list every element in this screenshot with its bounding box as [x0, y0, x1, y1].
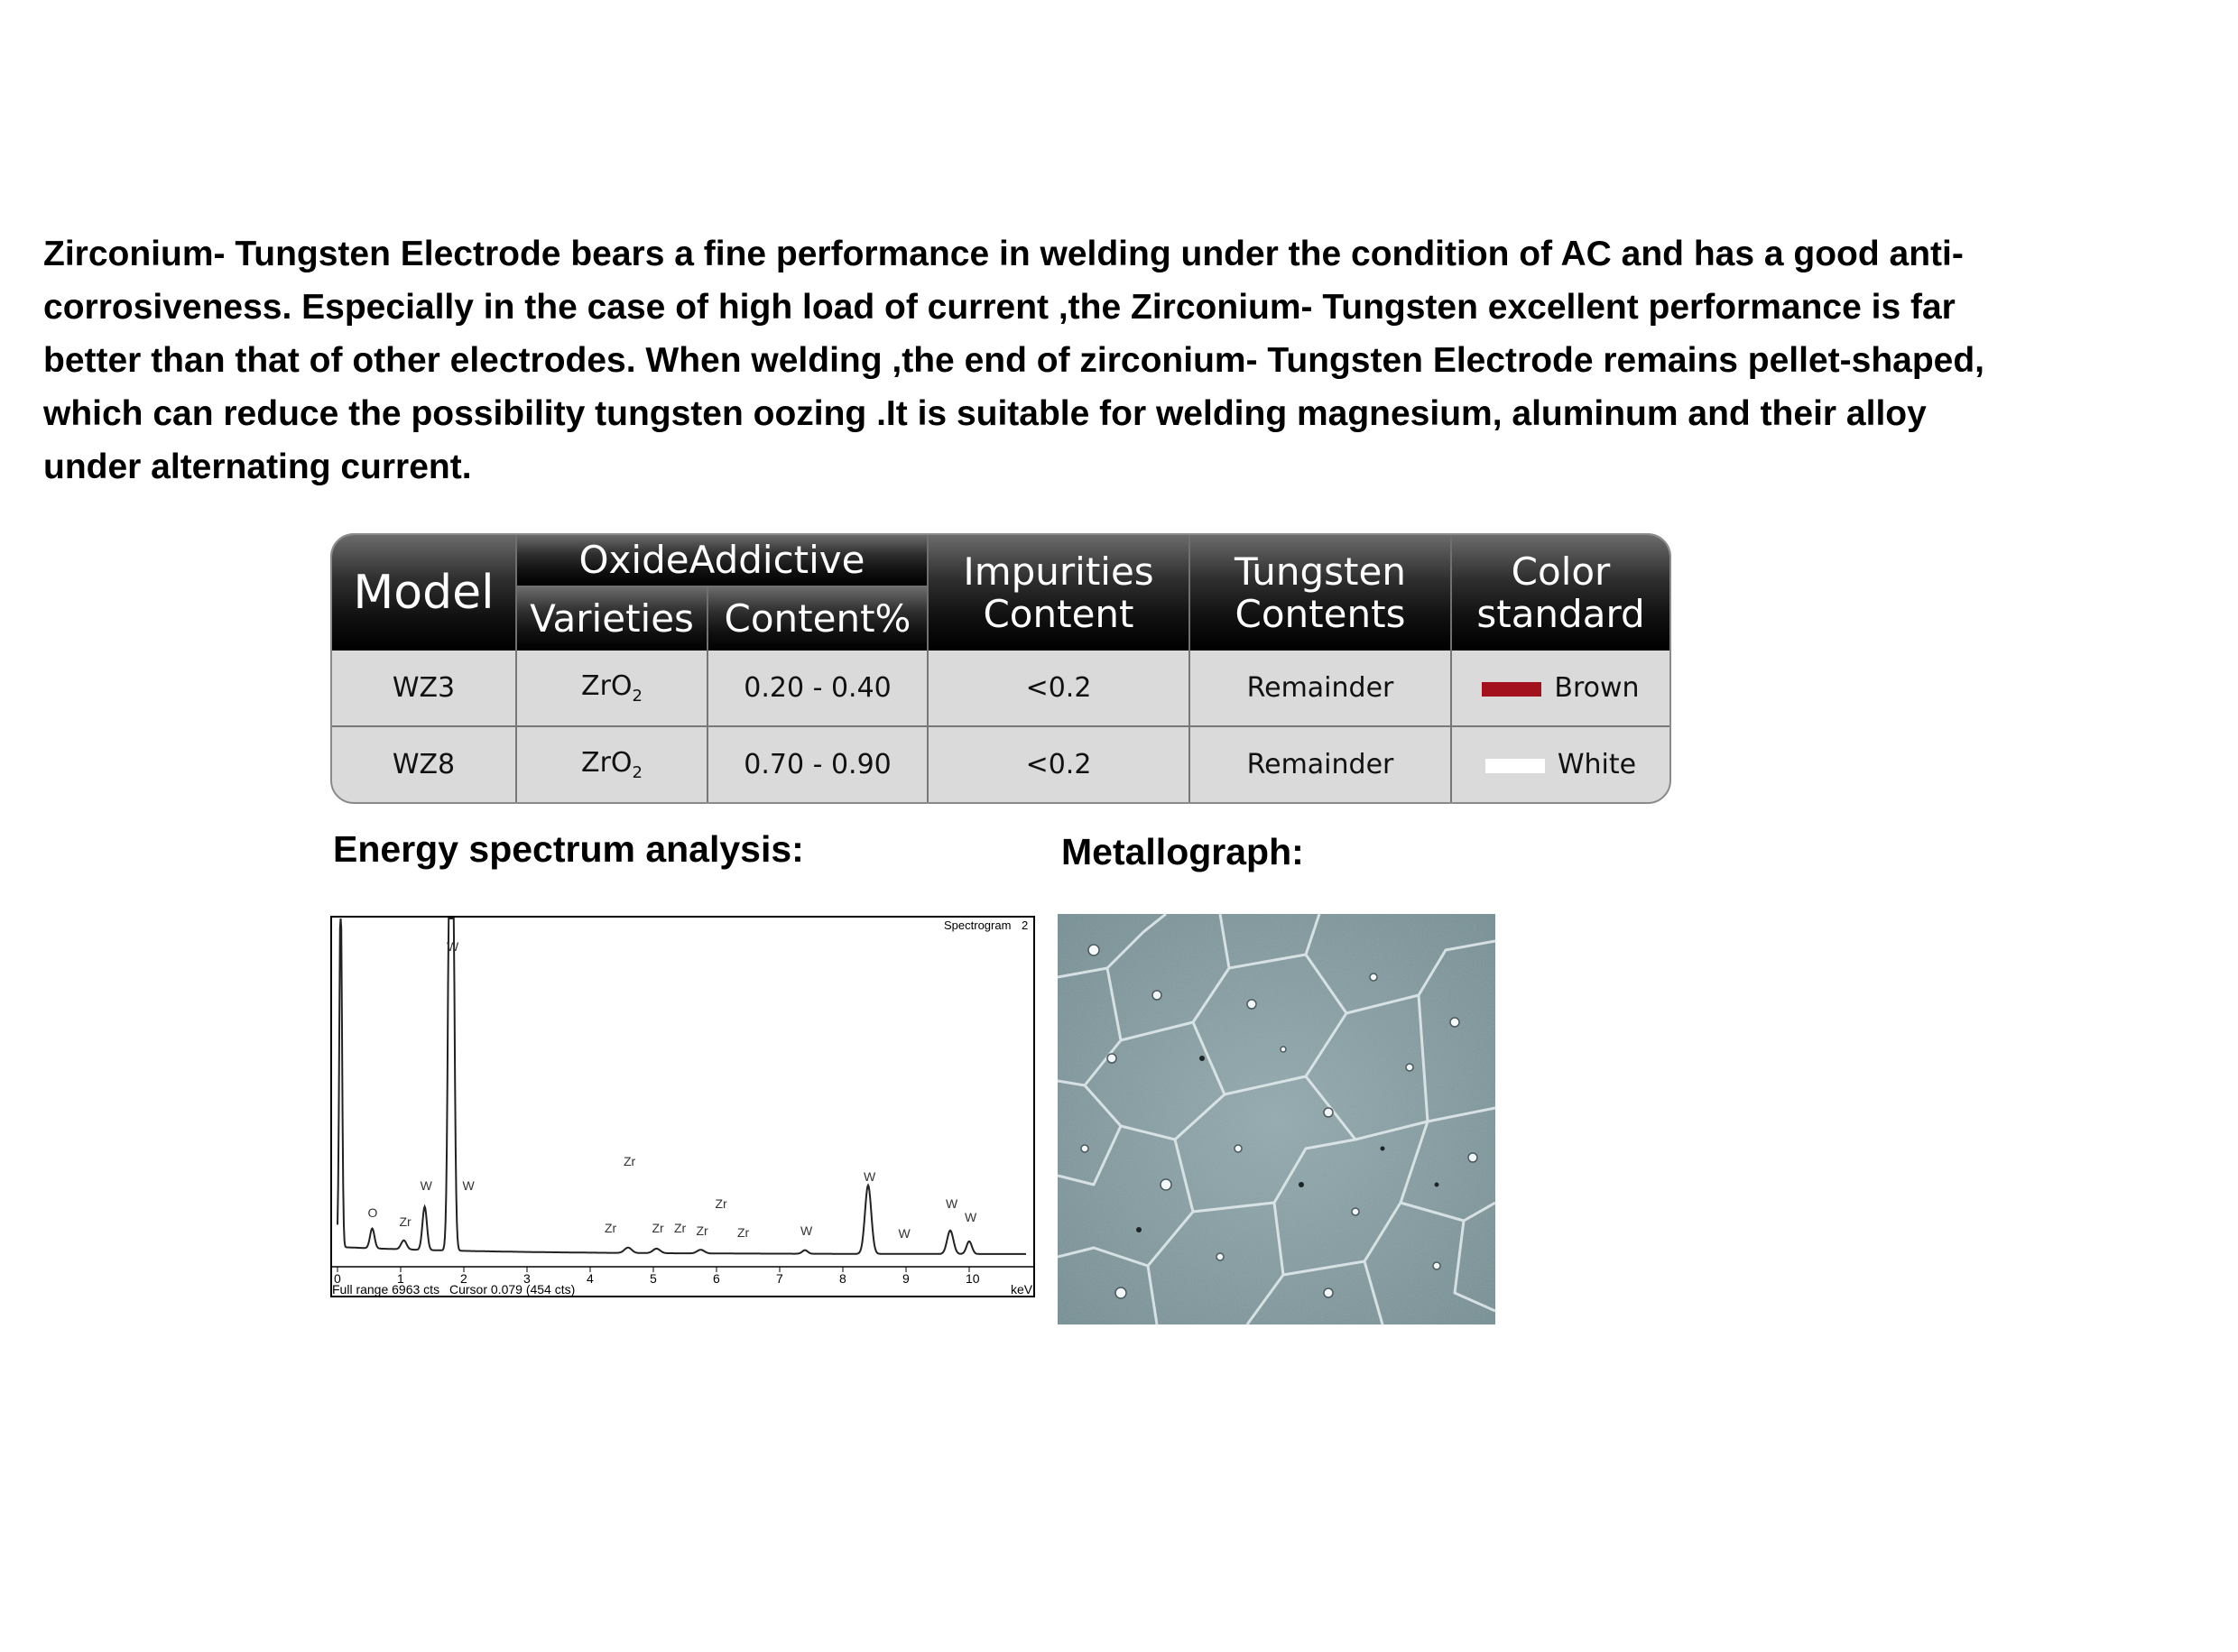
spectrum-tick-label: 0 — [334, 1271, 341, 1286]
header-oxide-additive: OxideAddictive — [516, 535, 928, 586]
spectrum-peak-label: Zr — [715, 1196, 727, 1211]
spectrum-tick-label: 1 — [397, 1271, 404, 1286]
spectrum-tick-label: 9 — [902, 1271, 910, 1286]
variety-base: ZrO — [581, 670, 633, 702]
spectrum-tick-label: 10 — [966, 1271, 980, 1286]
spectrum-tick-label: 4 — [587, 1271, 594, 1286]
spectrum-peak-label: Zr — [696, 1223, 708, 1238]
header-tungsten — [1189, 535, 1451, 651]
spectrum-tick-label: 2 — [460, 1271, 467, 1286]
header-varieties: Varieties — [516, 586, 707, 651]
cell-tungsten: Remainder — [1189, 726, 1451, 802]
intro-line: corrosiveness. Especially in the case of high load of current ,the Zirconium- Tungsten excellent performance is far — [43, 288, 1956, 327]
spectrum-peak-label: Zr — [399, 1214, 412, 1229]
spectrum-peak-label: W — [864, 1169, 876, 1184]
spectrum-peak-label: W — [946, 1196, 958, 1211]
intro-line: better than that of other electrodes. When welding ,the end of zirconium- Tungsten Electrode remains pellet-shaped, — [43, 341, 1985, 380]
header-impurities-line2: Content — [983, 592, 1134, 636]
energy-spectrum-plot — [330, 915, 1036, 1298]
spectrum-frame — [331, 917, 1034, 1297]
cell-content: 0.20 - 0.40 — [707, 651, 928, 726]
color-swatch — [1485, 759, 1545, 773]
spectrum-tick-label: 8 — [839, 1271, 846, 1286]
variety-subscript: 2 — [632, 763, 643, 782]
header-tungsten-line1: Tungsten — [1235, 549, 1406, 594]
color-swatch — [1482, 682, 1541, 697]
color-name: White — [1557, 749, 1637, 780]
cell-color — [1451, 651, 1669, 726]
cell-impurities: <0.2 — [928, 651, 1189, 726]
variety-base: ZrO — [581, 747, 633, 779]
header-content: Content% — [707, 586, 928, 651]
spectrum-tick-label: 3 — [523, 1271, 531, 1286]
spectrum-peak-label: Zr — [624, 1154, 636, 1168]
spectrum-peak-label: W — [420, 1178, 432, 1193]
spectrum-peak-label: Zr — [652, 1221, 664, 1235]
spectrum-peak-label: W — [965, 1210, 977, 1224]
spectrum-tick-label: 7 — [776, 1271, 783, 1286]
cell-color — [1451, 726, 1669, 802]
spectrum-unit-label: keV — [1011, 1282, 1033, 1297]
spectrum-peak-label: W — [447, 939, 459, 954]
variety-subscript: 2 — [632, 687, 643, 706]
intro-line: under alternating current. — [43, 448, 472, 486]
spectrum-peak-label: Zr — [674, 1221, 687, 1235]
header-impurities — [928, 535, 1189, 651]
color-name: Brown — [1554, 672, 1640, 704]
spectrum-peak-label: O — [367, 1205, 378, 1220]
table-row — [332, 726, 1669, 802]
header-model: Model — [332, 535, 516, 651]
intro-line: Zirconium- Tungsten Electrode bears a fine performance in welding under the condition of AC and has a good anti- — [43, 235, 1964, 273]
cell-impurities: <0.2 — [928, 726, 1189, 802]
spectrum-full-range: Full range 6963 cts — [332, 1282, 440, 1297]
cell-content: 0.70 - 0.90 — [707, 726, 928, 802]
header-color-line2: standard — [1476, 592, 1645, 636]
cell-variety — [516, 726, 707, 802]
header-color — [1451, 535, 1669, 651]
spectrum-tick-label: 5 — [650, 1271, 657, 1286]
intro-line: which can reduce the possibility tungsten oozing .It is suitable for welding magnesium, aluminum and their alloy — [43, 394, 1927, 433]
metallograph-section-title: Metallograph: — [1061, 831, 1304, 872]
cell-model: WZ3 — [392, 672, 456, 704]
spectrum-panel-number: 2 — [1022, 918, 1029, 932]
cell-variety — [516, 651, 707, 726]
metallograph-image — [1058, 914, 1495, 1324]
spectrum-tick-label: 6 — [713, 1271, 720, 1286]
table-row — [332, 651, 1669, 726]
cell-model: WZ8 — [332, 726, 516, 802]
cell-tungsten: Remainder — [1189, 651, 1451, 726]
spectrum-peak-label: W — [462, 1178, 475, 1193]
spectrum-panel-label: Spectrogram — [944, 918, 1012, 932]
header-color-line1: Color — [1511, 549, 1611, 594]
spectrum-section-title: Energy spectrum analysis: — [333, 828, 804, 870]
intro-paragraph — [43, 227, 2191, 494]
header-tungsten-line2: Contents — [1235, 592, 1406, 636]
spectrum-cursor: Cursor 0.079 (454 cts) — [449, 1282, 576, 1297]
header-impurities-line1: Impurities — [963, 549, 1154, 594]
spectrum-peak-label: Zr — [737, 1225, 750, 1240]
spectrum-peak-label: W — [898, 1226, 911, 1241]
spectrum-peak-label: W — [800, 1223, 813, 1238]
spectrum-peak-label: Zr — [605, 1221, 617, 1235]
electrode-spec-table — [330, 533, 1671, 804]
